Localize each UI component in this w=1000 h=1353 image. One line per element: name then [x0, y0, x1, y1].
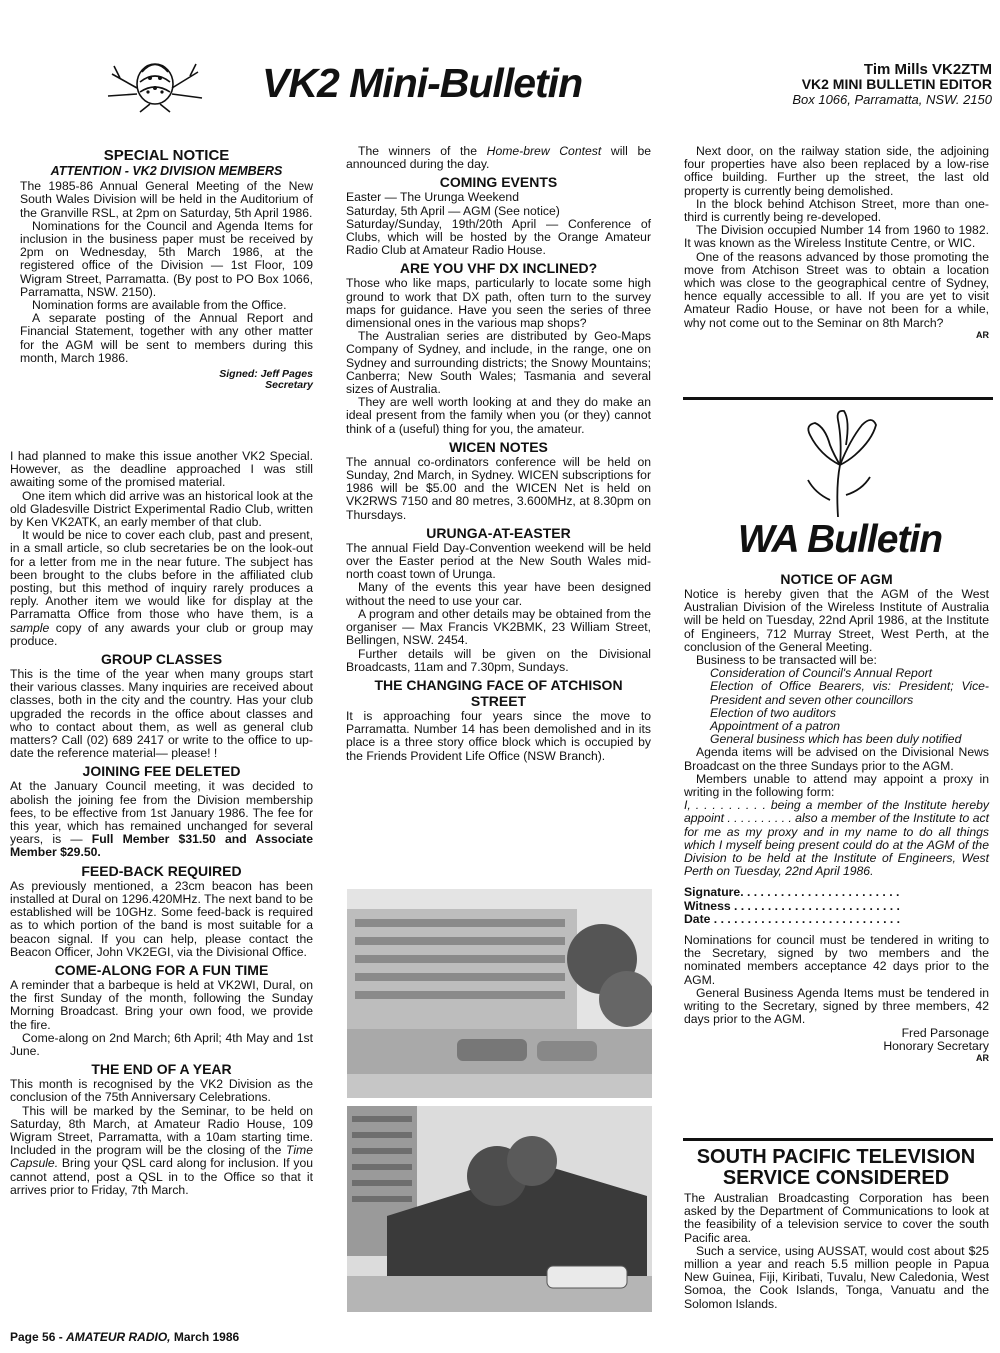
- ar-mark: AR: [976, 1052, 989, 1063]
- paragraph: The annual co-ordinators conference will be held on Sunday, 2nd March, in Sydney. WICEN subscriptions for 1986 will be $5.00 and the WICEN Net is held on VK2RWS 7150 and 80 metres, 3.600MHz, at 8.30pm on Thursdays.: [346, 454, 651, 522]
- paragraph: A separate posting of the Annual Report and Financial Statement, together with any other matter for the AGM will be sent to members during this month, March 1986.: [20, 311, 313, 365]
- masthead-title: VK2 Mini-Bulletin: [262, 60, 583, 106]
- paragraph: It is approaching four years since the move to Parramatta. Number 14 has been demolished and in its place is a three story office block which is occupied by the Friends Provident Life Office (NSW Branch).: [346, 708, 651, 763]
- special-notice-heading: SPECIAL NOTICE: [103, 147, 230, 164]
- agenda-item: Appointment of a patron: [710, 719, 841, 734]
- section-divider: [683, 397, 993, 400]
- paragraph: This month is recognised by the VK2 Division as the conclusion of the 75th Anniversary Celebrations.: [10, 1077, 313, 1105]
- paragraph: Business to be transacted will be:: [696, 653, 877, 668]
- coming-events-heading: COMING EVENTS: [439, 174, 558, 191]
- column-3-body: [684, 145, 989, 340]
- paragraph: This is the time of the year when many groups start their various classes. Many inquiries are received about classes, both in the city and the country. Has your club upgraded the records in the office about classes and who to contact about them, as well as general club matters? Call (02) 689 2417 or write to the office to up-date the reference material— please! !: [10, 667, 313, 761]
- editor-title: VK2 MINI BULLETIN EDITOR: [801, 76, 992, 92]
- wa-notice: [684, 568, 989, 1063]
- paragraph: Such a service, using AUSSAT, would cost about $25 million a year and reach 5.5 million people in Papua New Guinea, Fiji, Kiribati, Tuvalu, New Caledonia, West Somoa, the Cook Islands, Tonga, Vanuatu and the Solomon Islands.: [684, 1243, 989, 1311]
- signature-name: Signed: Jeff Pages: [219, 368, 313, 381]
- signature-title: Secretary: [265, 379, 313, 392]
- kangaroo-paw-icon: [790, 405, 890, 520]
- event-line: Easter — The Urunga Weekend: [346, 190, 519, 205]
- event-line: Saturday/Sunday, 19th/20th April — Conference of Clubs, which will be hosted by the Orange Amateur Radio Club at Amateur Radio House.: [346, 216, 651, 258]
- vhf-dx-heading: ARE YOU VHF DX INCLINED?: [399, 260, 598, 277]
- issue-date: March 1986: [173, 1330, 240, 1344]
- waratah-flower-icon: [100, 52, 208, 114]
- agenda-item: General business which has been duly notified: [710, 732, 962, 747]
- south-pacific-body: [684, 1192, 989, 1311]
- page-number: Page 56 -: [10, 1330, 63, 1344]
- paragraph: Nominations for council must be tendered in writing to the Secretary, signed by two members and the nominated members acceptance 42 days prior to the AGM.: [684, 933, 989, 987]
- wicen-heading: WICEN NOTES: [449, 438, 548, 455]
- paragraph: Nomination forms are available from the Office.: [32, 298, 287, 313]
- paragraph: A reminder that a barbeque is held at VK2WI, Dural, on the first Sunday of the month, following the Sunday Morning Broadcast. Bring your own food, we provide the fire.: [10, 977, 313, 1032]
- urunga-heading: URUNGA-AT-EASTER: [426, 524, 571, 541]
- signature-name: Fred Parsonage: [901, 1025, 989, 1040]
- paragraph: One of the reasons advanced by those promoting the move from Atchison Street was to obtain a location which was close to the geographical centre of Sydney, hence equally accessible to all. If you are yet to visit Amateur Radio House, or have not been for a while, why not come out to the Seminar on 8th March?: [684, 249, 989, 330]
- paragraph: The winners of the Home-brew Contest will be announced during the day.: [346, 144, 652, 172]
- column-1-body: [10, 450, 313, 1197]
- special-notice-subheading: ATTENTION - VK2 DIVISION MEMBERS: [50, 164, 283, 178]
- signature-title: Honorary Secretary: [883, 1038, 989, 1053]
- agenda-item: Election of Office Bearers, vis: President; Vice-President and seven other councillors: [710, 679, 989, 707]
- paragraph: The Australian Broadcasting Corporation has been asked by the Department of Communications to look at the feasibility of a television service to cover the south Pacific area.: [684, 1191, 989, 1245]
- proxy-form: I, . . . . . . . . . being a member of the Institute hereby appoint . . . . . . . . . . also a member of the Institute to act for me as my proxy and in my name to do all things which I myself being present could do at the AGM of the Division to be held at the Institute of Engineers, West Perth on Tuesday, 22nd April 1986.: [684, 798, 989, 879]
- ar-mark: AR: [976, 329, 989, 340]
- paragraph: Many of the events this year have been designed without the need to use your car.: [346, 580, 651, 608]
- paragraph: Agenda items will be advised on the Divisional News Broadcast on the three Sundays prior to the AGM.: [684, 745, 989, 773]
- paragraph: As previously mentioned, a 23cm beacon has been installed at Dural on 1296.420MHz. The next band to be established will be 10GHz. Some feed-back is required as to which portion of the band is most suitable for a beacon signal. If you can help, please contact the Beacon Officer, John VK2EGI, via the Divisional Office.: [10, 878, 313, 959]
- paragraph: Come-along on 2nd March; 6th April; 4th May and 1st June.: [10, 1030, 313, 1058]
- agenda-item: Consideration of Council's Annual Report: [710, 666, 933, 681]
- paragraph: General Business Agenda Items must be tendered in writing to the Secretary, signed by three members, 42 days prior to the AGM.: [684, 985, 989, 1027]
- atchison-heading: THE CHANGING FACE OF ATCHISON STREET: [374, 676, 623, 709]
- editor-address: Box 1066, Parramatta, NSW. 2150: [792, 92, 992, 107]
- paragraph: Nominations for the Council and Agenda Items for inclusion in the business paper must be received by 2pm on Wednesday, 5th March 1986, at the registered office of the Division — 1st Floor, 109 Wigram Street, Parramatta. (By post to PO Box 1066, Parramatta, NSW. 2150).: [20, 218, 313, 299]
- page-footer: [10, 1330, 239, 1344]
- paragraph: They are well worth looking at and they do make an ideal present from the family when you (or they) cannot think of a (useful) thing for you, the amateur.: [346, 395, 651, 436]
- group-classes-heading: GROUP CLASSES: [100, 651, 223, 668]
- joining-fee-heading: JOINING FEE DELETED: [82, 763, 241, 780]
- paragraph: At the January Council meeting, it was decided to abolish the joining fee from the Division membership fees, to be effective from 1st January 1986. The fee for this year, which has remained unchanged for several years, is — Full Member $31.50 and Associate Member $29.50.: [10, 779, 313, 860]
- paragraph: Those who like maps, particularly to locate some high ground to work that DX path, often turn to the survey maps for guidance. Have you seen the series of three dimensional ones in the various map shops?: [346, 276, 651, 331]
- south-pacific-title: SOUTH PACIFIC TELEVISION SERVICE CONSIDERED: [696, 1146, 976, 1189]
- magazine-name: AMATEUR RADIO,: [66, 1330, 171, 1344]
- column-2-body: [346, 145, 651, 763]
- event-line: Saturday, 5th April — AGM (See notice): [346, 203, 560, 218]
- paragraph: Next door, on the railway station side, the adjoining four properties have also been replaced by a low-rise office building. Further up the street, the last old property is currently being demolished.: [684, 144, 989, 198]
- editor-name: Tim Mills VK2ZTM: [863, 61, 992, 78]
- paragraph: The Australian series are distributed by Geo-Maps Company of Sydney, and include, in the range, one on Sydney and surrounding districts; the Snowy Mountains; Canberra; New South Wales; Tasmania and several sizes of Australia.: [346, 329, 651, 397]
- paragraph: One item which did arrive was an historical look at the old Gladesville District Experimental Radio Club, written by Ken VK2ATK, an early member of that club.: [10, 488, 313, 530]
- agenda-item: Election of two auditors: [710, 705, 837, 720]
- photo-atchison-street-upper: [347, 889, 652, 1098]
- section-divider: [683, 1138, 993, 1141]
- paragraph: The Division occupied Number 14 from 1960 to 1982. It was known as the Wireless Institute Centre, or WIC.: [684, 223, 989, 251]
- paragraph: A program and other details may be obtained from the organiser — Max Francis VK2BMK, 23 William Street, Bellingen, NSW. 2454.: [346, 606, 651, 648]
- paragraph: The 1985-86 Annual General Meeting of the New South Wales Division will be held in the Auditorium of the Granville RSL, at 2pm on Saturday, 5th April 1986.: [20, 179, 313, 220]
- editor-block: [700, 62, 992, 107]
- witness-line: Witness . . . . . . . . . . . . . . . . . . . . . . . . .: [684, 898, 900, 913]
- paragraph: Notice is hereby given that the AGM of the West Australian Division of the Wireless Institute of Australia will be held on Tuesday, 22nd April 1986, at the Institute of Engineers, 712 Murray Street, West Perth, at the conclusion of the General Meeting.: [684, 587, 989, 654]
- wa-bulletin-title: WA Bulletin: [737, 518, 943, 561]
- come-along-heading: COME-ALONG FOR A FUN TIME: [54, 961, 269, 978]
- paragraph: In the block behind Atchison Street, more than one-third is currently being re-developed.: [684, 196, 989, 225]
- paragraph: The annual Field Day-Convention weekend will be held over the Easter period at the New South Wales mid-north coast town of Urunga.: [346, 540, 651, 582]
- photo-atchison-street-lower: [347, 1106, 652, 1312]
- special-notice: [20, 145, 313, 391]
- paragraph: It would be nice to cover each club, past and present, in a small article, so club secretaries be on the look-out for a letter from me in the near future. The subject has been brought to the clubs before in the affiliated club posting, but this method of inquiry rarely produces a reply. Another item we would like for display at the Parramatta Office from those who have them, is a sample copy of any awards your club or group may produce.: [10, 528, 313, 648]
- paragraph: I had planned to make this issue another VK2 Special. However, as the deadline approached I was still awaiting some of the promised material.: [10, 449, 313, 490]
- signature-line: Signature. . . . . . . . . . . . . . . . . . . . . . . .: [684, 885, 900, 900]
- paragraph: Further details will be given on the Divisional Broadcasts, 11am and 7.30pm, Sundays.: [346, 646, 651, 674]
- end-of-year-heading: THE END OF A YEAR: [91, 1061, 232, 1078]
- wa-notice-heading: NOTICE OF AGM: [780, 571, 893, 587]
- paragraph: Members unable to attend may appoint a proxy in writing in the following form:: [684, 771, 989, 800]
- paragraph: This will be marked by the Seminar, to be held on Saturday, 8th March, at Amateur Radio House, 109 Wigram Street, Parramatta, with a 10am starting time. Included in the program will be the closing of the Time Capsule. Bring your QSL card along for inclusion. If you cannot attend, post a QSL in to the Office so that it arrives prior to Friday, 7th March.: [10, 1103, 313, 1197]
- date-line: Date . . . . . . . . . . . . . . . . . . . . . . . . . . . .: [684, 911, 901, 926]
- feedback-heading: FEED-BACK REQUIRED: [81, 862, 242, 879]
